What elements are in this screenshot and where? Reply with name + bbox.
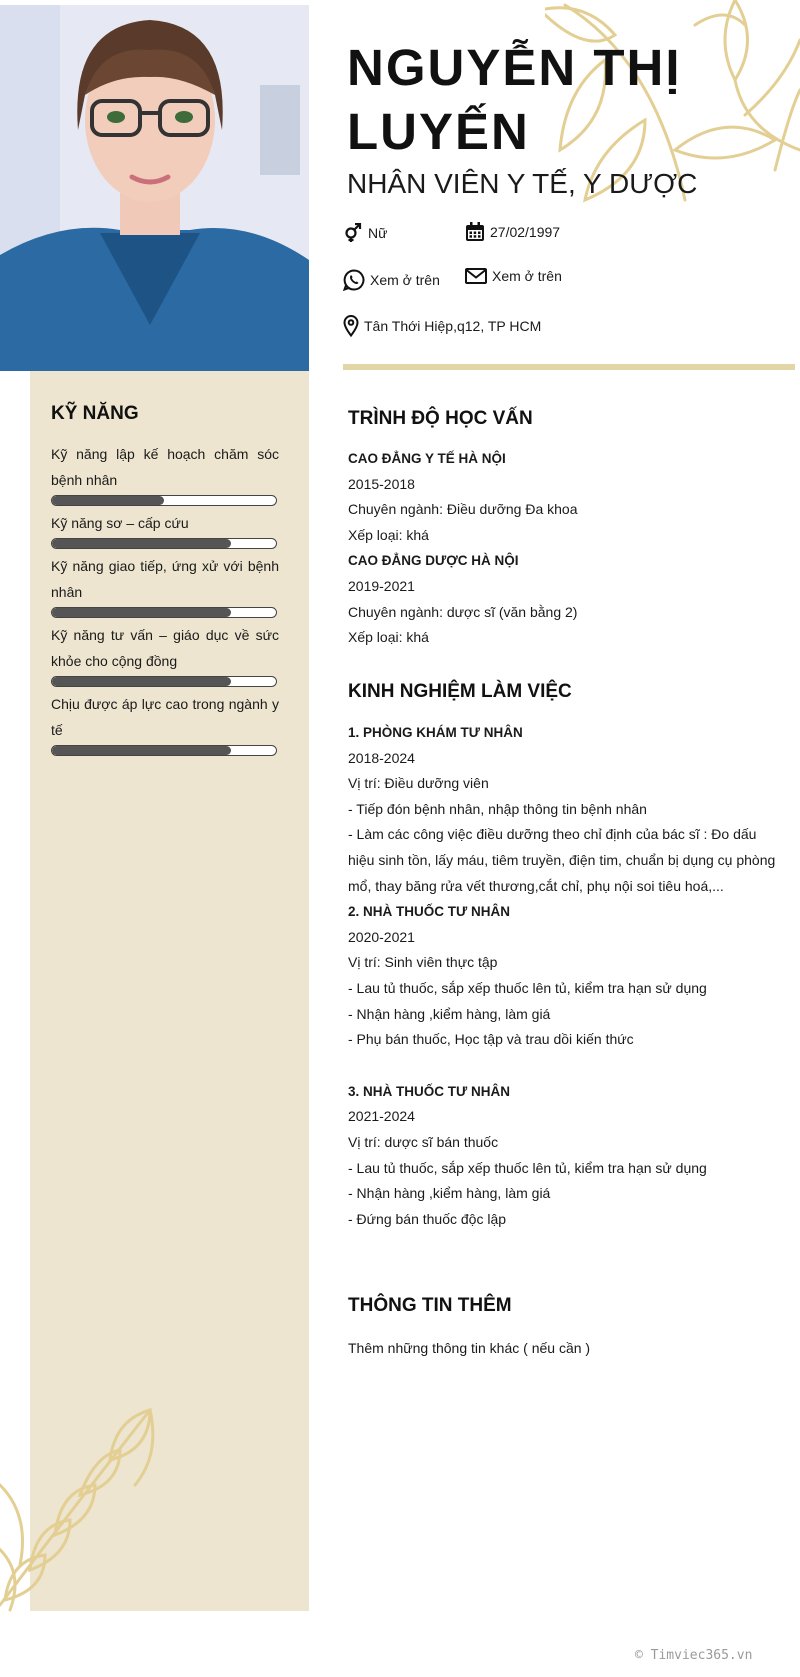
education-major: Chuyên ngành: dược sĩ (văn bằng 2) [348,603,578,620]
job-position: Vị trí: Sinh viên thực tập [348,954,498,971]
map-pin-icon [343,315,359,337]
job-position: Vị trí: dược sĩ bán thuốc [348,1133,499,1150]
header-divider [343,364,795,370]
skills-section-title: KỸ NĂNG [51,403,139,424]
job-task: - Tiếp đón bệnh nhân, nhập thông tin bệnh nhân [348,800,647,817]
job-task: - Đứng bán thuốc độc lập [348,1210,507,1227]
gender-icon [343,223,363,243]
skill-progress-bar [51,676,277,687]
job-position: Vị trí: Điều dưỡng viên [348,775,489,792]
job-years: 2018-2024 [348,749,415,766]
watermark: © Timviec365.vn [635,1648,753,1663]
experience-list [348,720,778,1232]
skill-name: Chịu được áp lực cao trong ngành y tế [51,696,279,738]
education-school: CAO ĐẲNG DƯỢC HÀ NỘI [348,553,519,569]
skill-item [51,510,279,549]
contact-email [465,266,562,286]
education-major: Chuyên ngành: Điều dưỡng Đa khoa [348,501,578,518]
contact-phone [343,269,440,291]
skill-progress-fill [52,539,231,548]
job-title: NHÂN VIÊN Y TẾ, Y DƯỢC [347,168,698,199]
skill-item [51,691,279,756]
skill-progress-fill [52,608,231,617]
job-years: 2020-2021 [348,928,415,945]
contact-gender [343,223,387,243]
phone-value: Xem ở trên [370,272,440,288]
skill-name: Kỹ năng tư vấn – giáo dục về sức khỏe cho cộng đồng [51,627,279,669]
skill-progress-fill [52,496,164,505]
job-task: - Nhận hàng ,kiểm hàng, làm giá [348,1185,551,1202]
job-task: - Lau tủ thuốc, sắp xếp thuốc lên tủ, kiểm tra hạn sử dụng [348,1159,707,1176]
education-rank: Xếp loại: khá [348,526,429,543]
skill-progress-bar [51,538,277,549]
job-task: - Làm các công việc điều dưỡng theo chỉ định của bác sĩ : Đo dấu hiệu sinh tồn, lấy máu, tiêm truyền, điện tim, chuẩn bị dụng cụ phòng mổ, thay băng rửa vết thương,cắt chỉ, phụ nội soi tiêu hoá,... [348,826,776,894]
gender-value: Nữ [368,225,388,241]
extra-section-title: THÔNG TIN THÊM [348,1295,512,1316]
skill-item [51,622,279,687]
skill-name: Kỹ năng sơ – cấp cứu [51,515,189,531]
job-task: - Nhận hàng ,kiểm hàng, làm giá [348,1005,551,1022]
skill-progress-fill [52,677,231,686]
skill-progress-bar [51,745,277,756]
education-years: 2019-2021 [348,577,415,594]
education-section-title: TRÌNH ĐỘ HỌC VẤN [348,408,533,429]
candidate-name: NGUYỄN THỊ LUYẾN [347,39,682,160]
job-years: 2021-2024 [348,1108,415,1125]
envelope-icon [465,267,487,285]
skill-progress-bar [51,607,277,618]
experience-section-title: KINH NGHIỆM LÀM VIỆC [348,681,572,702]
calendar-icon [465,222,485,242]
contact-birthday [465,222,560,242]
job-company: 2. NHÀ THUỐC TƯ NHÂN [348,904,510,920]
phone-icon [343,269,365,291]
contact-address [343,315,541,337]
job-company: 1. PHÒNG KHÁM TƯ NHÂN [348,725,523,740]
job-task: - Lau tủ thuốc, sắp xếp thuốc lên tủ, kiểm tra hạn sử dụng [348,979,707,996]
profile-photo [0,5,309,371]
birthday-value: 27/02/1997 [490,224,561,240]
skill-progress-bar [51,495,277,506]
address-value: Tân Thới Hiệp,q12, TP HCM [364,318,542,334]
job-company: 3. NHÀ THUỐC TƯ NHÂN [348,1083,510,1099]
education-rank: Xếp loại: khá [348,629,429,646]
skill-name: Kỹ năng giao tiếp, ứng xử với bệnh nhân [51,558,279,600]
email-value: Xem ở trên [492,268,562,284]
leaf-decoration-icon [0,1395,170,1615]
skill-item [51,441,279,506]
skill-item [51,553,279,618]
education-list [348,446,778,651]
education-years: 2015-2018 [348,475,415,492]
extra-text: Thêm những thông tin khác ( nếu cần ) [348,1340,591,1356]
skill-name: Kỹ năng lập kế hoạch chăm sóc bệnh nhân [51,446,279,488]
education-school: CAO ĐẲNG Y TẾ HÀ NỘI [348,451,506,466]
skill-progress-fill [52,746,231,755]
job-task: - Phụ bán thuốc, Học tập và trau dồi kiến thức [348,1031,634,1048]
